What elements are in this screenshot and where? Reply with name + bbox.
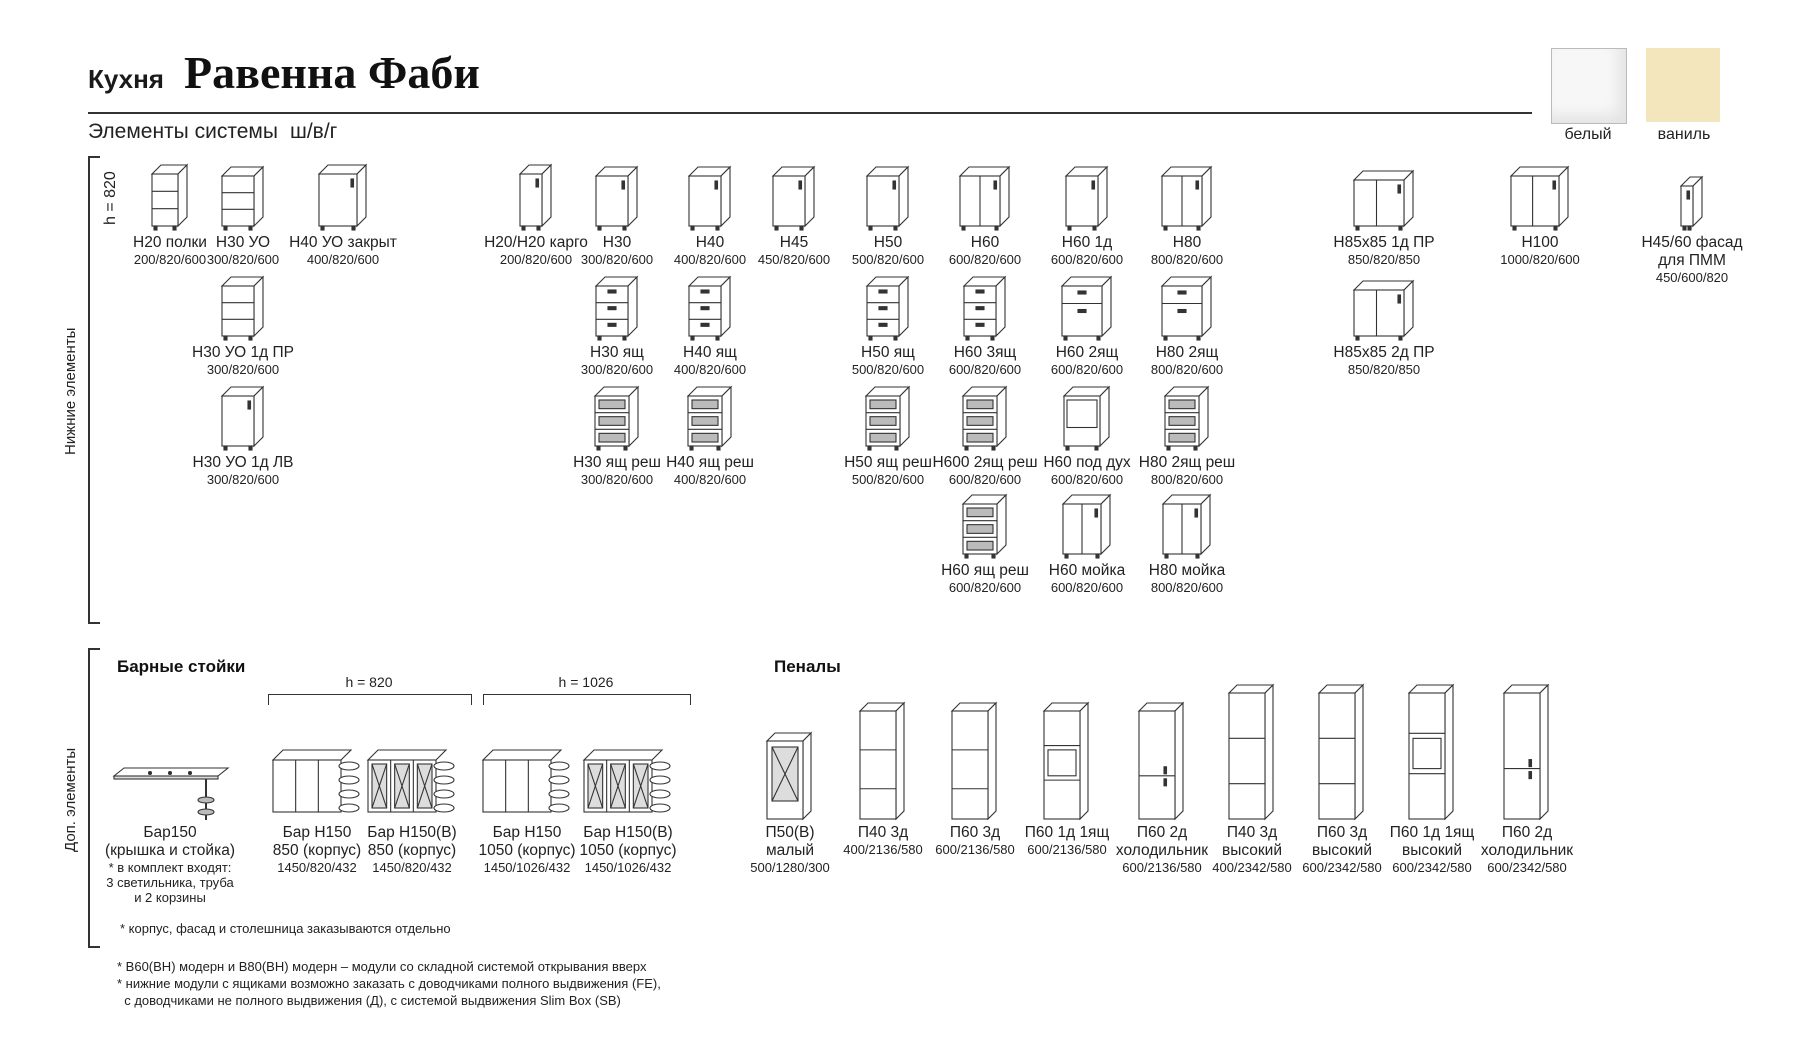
page-subtitle: Элементы системы	[88, 120, 278, 143]
item-name: Н40 УО закрыт	[289, 234, 397, 251]
bar-item-name: (крышка и стойка)	[104, 842, 235, 859]
item-dimensions: 500/820/600	[851, 362, 925, 377]
h820-label: h = 820	[345, 674, 393, 690]
pencil-case-icon	[833, 676, 933, 824]
bar-item-name: Бар Н150	[492, 824, 562, 841]
pencil-case-icon	[925, 676, 1025, 824]
bar-item-name: 850 (корпус)	[272, 842, 362, 859]
lower-item	[183, 382, 303, 487]
footnote-1: * В60(ВН) модерн и В80(ВН) модерн – модули со складной системой открывания вверх	[117, 959, 647, 974]
item-name: Н40 ящ реш	[666, 454, 754, 471]
lower-item	[1324, 162, 1444, 267]
bar-item-note: 1450/820/432	[372, 860, 452, 875]
pencil-case-dimensions: 600/2342/580	[1392, 860, 1472, 875]
fridge-pencil-case-icon	[1477, 676, 1577, 824]
item-dimensions: 800/820/600	[1150, 362, 1224, 377]
title-prefix: Кухня	[88, 64, 164, 94]
pencil-case-item	[925, 676, 1025, 857]
item-name: Н60 мойка	[1048, 562, 1126, 579]
h1026-bracket	[483, 694, 691, 705]
pencil-case-name: П60 2д	[1501, 824, 1553, 841]
item-name: Н60 1д	[1061, 234, 1113, 251]
pencil-case-dimensions: 600/2136/580	[935, 842, 1015, 857]
lower-item	[1632, 162, 1752, 285]
pencil-case-item	[1112, 676, 1212, 875]
item-dimensions: 450/600/820	[1655, 270, 1729, 285]
item-name: Н80	[1172, 234, 1202, 251]
item-dimensions: 200/820/600	[499, 252, 573, 267]
pencil-case-dimensions: 400/2136/580	[843, 842, 923, 857]
lower-item	[1127, 272, 1247, 377]
bar-glass-cabinet-icon	[553, 720, 703, 824]
pencil-case-name: малый	[765, 842, 815, 859]
item-dimensions: 600/820/600	[948, 252, 1022, 267]
item-dimensions: 600/820/600	[948, 580, 1022, 595]
item-dimensions: 300/820/600	[206, 472, 280, 487]
pencil-case-item	[1202, 676, 1302, 875]
pencil-case-name: П60 2д	[1136, 824, 1188, 841]
pencil-case-name: П60 1д 1ящ	[1024, 824, 1110, 841]
corner-door-cabinet-icon	[183, 382, 303, 454]
pencil-case-dimensions: 400/2342/580	[1212, 860, 1292, 875]
item-name: Н80 2ящ	[1155, 344, 1219, 361]
item-dimensions: 600/820/600	[948, 472, 1022, 487]
pencil-case-icon	[1202, 676, 1302, 824]
extra-section-label: Доп. элементы	[62, 747, 79, 852]
sink-cabinet-icon	[1127, 490, 1247, 562]
bar-item-name: Бар150	[143, 824, 197, 841]
item-dimensions: 500/820/600	[851, 252, 925, 267]
item-dimensions: 400/820/600	[673, 252, 747, 267]
pencil-case-dimensions: 500/1280/300	[750, 860, 830, 875]
bar-item-name: Бар Н150(В)	[583, 824, 673, 841]
swatch-vanilla	[1646, 48, 1720, 122]
pencil-section-title: Пеналы	[774, 657, 841, 676]
pencil-case-dimensions: 600/2136/580	[1122, 860, 1202, 875]
lower-item	[1127, 382, 1247, 487]
pencil-case-name: П40 3д	[857, 824, 909, 841]
item-dimensions: 850/820/850	[1347, 252, 1421, 267]
pencil-case-item	[1017, 676, 1117, 857]
item-dimensions: 300/820/600	[206, 362, 280, 377]
item-name: Н50	[873, 234, 903, 251]
corner-shelf-icon	[183, 272, 303, 344]
height-label: h = 820	[102, 171, 119, 225]
item-name: Н40	[695, 234, 725, 251]
item-name: Н30 ящ реш	[573, 454, 661, 471]
bar-item-name: Бар Н150	[282, 824, 352, 841]
item-name: Н80 мойка	[1148, 562, 1226, 579]
item-name: Н100	[1521, 234, 1559, 251]
corner-cabinet-icon	[1324, 162, 1444, 234]
wide-cabinet-icon	[1480, 162, 1600, 234]
bar-item	[553, 720, 703, 875]
item-name: Н60 ящ реш	[941, 562, 1029, 579]
pencil-case-item	[1292, 676, 1392, 875]
glass-pencil-case-icon	[740, 676, 840, 824]
bar-item-note: 1450/820/432	[277, 860, 357, 875]
swatch-white	[1551, 48, 1627, 124]
lower-section-label: Нижние элементы	[62, 327, 79, 455]
pencil-case-dimensions: 600/2342/580	[1487, 860, 1567, 875]
pencil-case-name: холодильник	[1480, 842, 1574, 859]
footnotes	[117, 958, 661, 1009]
item-dimensions: 300/820/600	[580, 252, 654, 267]
title-divider	[88, 112, 1532, 114]
item-dimensions: 600/820/600	[1050, 580, 1124, 595]
item-dimensions: 450/820/600	[757, 252, 831, 267]
item-name: Н60 под дух	[1043, 454, 1131, 471]
swatch-white-label: белый	[1564, 126, 1612, 143]
lower-item	[650, 382, 770, 487]
lower-item	[1324, 272, 1444, 377]
double-door-cabinet-icon	[1127, 162, 1247, 234]
bar-item-note: 3 светильника, труба	[106, 875, 234, 890]
page-title: Равенна Фаби	[184, 47, 480, 98]
item-name: Н45	[779, 234, 809, 251]
h820-bracket	[268, 694, 472, 705]
footnote-3: с доводчиками не полного выдвижения (Д), с системой выдвижения Slim Box (SB)	[117, 993, 621, 1008]
lower-item	[1127, 162, 1247, 267]
swatch-vanilla-label: ваниль	[1657, 126, 1711, 143]
bar-item-name: Бар Н150(В)	[367, 824, 457, 841]
h1026-label: h = 1026	[558, 674, 614, 690]
bar-item-name: 850 (корпус)	[367, 842, 457, 859]
pencil-case-name: П50(В)	[765, 824, 815, 841]
pencil-case-dimensions: 600/2342/580	[1302, 860, 1382, 875]
item-name: Н30 УО	[215, 234, 271, 251]
item-name: Н60 3ящ	[953, 344, 1017, 361]
item-dimensions: 600/820/600	[1050, 472, 1124, 487]
pencil-case-name: высокий	[1221, 842, 1283, 859]
item-name: Н50 ящ реш	[844, 454, 932, 471]
lattice-drawer-cabinet-icon	[650, 382, 770, 454]
lower-item	[1480, 162, 1600, 267]
dimension-legend: ш/в/г	[290, 120, 338, 143]
bar-item-note: и 2 корзины	[134, 890, 206, 905]
item-name: Н50 ящ	[861, 344, 915, 361]
item-dimensions: 400/820/600	[306, 252, 380, 267]
pencil-case-item	[1477, 676, 1577, 875]
lower-item	[183, 272, 303, 377]
pencil-case-name: П60 1д 1ящ	[1389, 824, 1475, 841]
item-name: Н80 2ящ реш	[1138, 454, 1236, 471]
item-dimensions: 800/820/600	[1150, 580, 1224, 595]
item-name: Н30 УО 1д ПР	[192, 344, 294, 361]
item-dimensions: 300/820/600	[206, 252, 280, 267]
pencil-case-icon	[1292, 676, 1392, 824]
item-name: Н85х85 2д ПР	[1333, 344, 1435, 361]
item-dimensions: 600/820/600	[1050, 362, 1124, 377]
bar-item-note: * в комплект входят:	[108, 860, 232, 875]
corner-cabinet-icon	[1324, 272, 1444, 344]
item-dimensions: 600/820/600	[948, 362, 1022, 377]
item-dimensions: 600/820/600	[1050, 252, 1124, 267]
bar-item	[95, 720, 245, 905]
item-dimensions: 500/820/600	[851, 472, 925, 487]
bar-section-title: Барные стойки	[117, 657, 246, 676]
bar-item-note: 1450/1026/432	[584, 860, 672, 875]
pencil-case-name: П60 3д	[949, 824, 1001, 841]
pencil-case-name: холодильник	[1115, 842, 1209, 859]
lower-item	[283, 162, 403, 267]
item-name: Н45/60 фасад	[1641, 234, 1743, 251]
oven-pencil-case-icon	[1017, 676, 1117, 824]
drawer-cabinet-icon	[650, 272, 770, 344]
item-dimensions: 800/820/600	[1150, 252, 1224, 267]
pencil-case-dimensions: 600/2136/580	[1027, 842, 1107, 857]
pencil-case-name: высокий	[1311, 842, 1373, 859]
item-dimensions: 300/820/600	[580, 472, 654, 487]
oven-pencil-case-icon	[1382, 676, 1482, 824]
bar-item-name: 1050 (корпус)	[579, 842, 677, 859]
item-name: Н30 УО 1д ЛВ	[192, 454, 294, 471]
item-name: Н30 ящ	[590, 344, 644, 361]
lower-item	[650, 272, 770, 377]
item-name: Н20/Н20 карго	[484, 234, 588, 251]
item-name: Н85х85 1д ПР	[1333, 234, 1435, 251]
item-name: Н60 2ящ	[1055, 344, 1119, 361]
lattice-drawer-cabinet-icon	[1127, 382, 1247, 454]
pencil-case-item	[740, 676, 840, 875]
pencil-case-item	[833, 676, 933, 857]
item-dimensions: 200/820/600	[133, 252, 207, 267]
pencil-case-name: П40 3д	[1226, 824, 1278, 841]
fridge-pencil-case-icon	[1112, 676, 1212, 824]
dishwasher-facade-icon	[1632, 162, 1752, 234]
bar-counter-icon	[95, 720, 245, 824]
item-name: Н40 ящ	[683, 344, 737, 361]
lower-item	[1127, 490, 1247, 595]
item-dimensions: 300/820/600	[580, 362, 654, 377]
item-dimensions: 400/820/600	[673, 472, 747, 487]
two-drawer-cabinet-icon	[1127, 272, 1247, 344]
item-name: Н30	[602, 234, 632, 251]
item-dimensions: 400/820/600	[673, 362, 747, 377]
item-dimensions: 800/820/600	[1150, 472, 1224, 487]
pencil-case-name: П60 3д	[1316, 824, 1368, 841]
bar-note: * корпус, фасад и столешница заказываются отдельно	[120, 921, 451, 936]
footnote-2: * нижние модули с ящиками возможно заказать с доводчиками полного выдвижения (FE),	[117, 976, 661, 991]
pencil-case-item	[1382, 676, 1482, 875]
item-dimensions: 850/820/850	[1347, 362, 1421, 377]
item-name: Н60	[970, 234, 1000, 251]
pencil-case-name: высокий	[1401, 842, 1463, 859]
item-dimensions: 1000/820/600	[1500, 252, 1580, 267]
closed-corner-cabinet-icon	[283, 162, 403, 234]
bar-item-note: 1450/1026/432	[483, 860, 571, 875]
item-name: Н20 полки	[133, 234, 207, 251]
bar-item-name: 1050 (корпус)	[478, 842, 576, 859]
lower-section-bracket	[88, 156, 100, 624]
item-name: Н600 2ящ реш	[932, 454, 1038, 471]
item-name-line2: для ПММ	[1658, 252, 1726, 269]
